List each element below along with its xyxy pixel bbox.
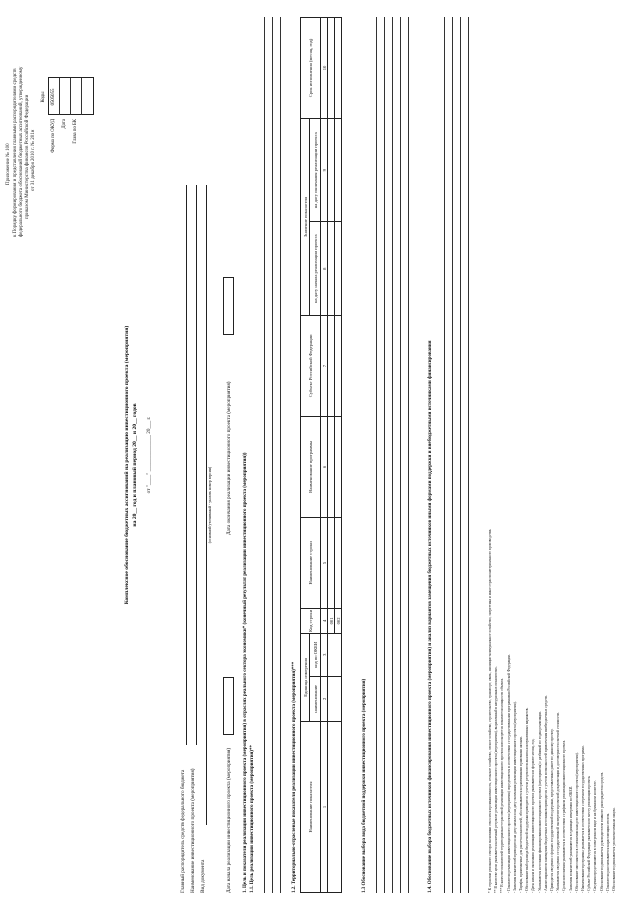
section11-line (272, 17, 273, 893)
okud-value: 0505055 (51, 88, 56, 106)
section11-title: 1.1. Цель реализации инвестиционного проекта (мероприятия)** (250, 745, 255, 893)
codes-divider (59, 78, 60, 115)
table-cell (335, 416, 342, 517)
table-cell (335, 315, 342, 416)
form-date: от "____" ______________ 20___ г. (146, 416, 152, 494)
footnote-line: - Указываются сведения о государственной экспертизе проектной документации и достоверности сметной стоимости. (556, 712, 561, 893)
field-gr-line (186, 185, 187, 745)
footnote-line: - Указываются источники финансирования инвестиционного проекта (мероприятия) с разбивкой по годам реализации. (537, 710, 542, 893)
codes-divider (70, 78, 71, 115)
col-rowname-header: Наименование строки (301, 517, 321, 608)
field-unit-label: Вид документа (200, 859, 206, 893)
col-indicator-header: Наименование показателя (301, 722, 321, 893)
col-number: 6 (321, 416, 328, 517)
table-cell (328, 119, 335, 222)
col-number: 2 (321, 676, 328, 721)
footnote-line: - Наименование программы указывается в соответствии с перечнем государственных программ. (581, 745, 585, 893)
okud-label: Форма по ОКУД (51, 119, 56, 153)
table-cell (328, 722, 342, 893)
date-label: Дата (62, 119, 67, 129)
footnote-line: - Обоснование подписывается руководителем главного распорядителя средств. (599, 771, 604, 893)
section13-title: 1.3 Обоснование выбора вида бюджетной поддержки инвестиционного проекта (мероприятия) (362, 678, 367, 893)
table-cell (328, 633, 342, 676)
section14-line (468, 17, 469, 893)
footnote-line: - Обоснование подписывается уполномоченным лицом. (612, 807, 616, 893)
field-unit-caption: (основной/уточненный - указать номер версии) (208, 466, 212, 544)
col-number: 5 (321, 517, 328, 608)
codes-divider (81, 78, 82, 115)
col-subject-header: Субъект Российской Федерации (301, 315, 321, 416)
col-value-end-header: на дату окончания реализации проекта (310, 119, 321, 222)
glava-label: Глава по БК (73, 119, 78, 144)
section11-line (264, 17, 265, 893)
field-project-label: Наименование инвестиционного проекта (мероприятия) (190, 768, 196, 893)
col-rowcode-header: Код строки (301, 608, 321, 633)
footnote-line: - Приводятся сведения о формах государственной поддержки, предоставленных ранее по данному проекту. (550, 728, 554, 893)
col-program-header: Наименование программы (301, 416, 321, 517)
col-number: 1 (321, 722, 328, 893)
footnote-line: - Показатели рассчитываются нарастающим итогом. (605, 812, 610, 893)
footnote-line: - Сведения представляются в электронном виде и на бумажном носителе. (593, 780, 598, 893)
table-cell (328, 416, 335, 517)
col-unit-name-header: наименование (310, 676, 321, 721)
form-title: Комплексное обоснование бюджетных ассигнований на реализацию инвестиционного проекта (мероприятия) (124, 325, 130, 605)
section13-line (408, 17, 409, 893)
codes-header: Коды (41, 91, 46, 103)
section14-line (460, 17, 461, 893)
section14-title: 1.4. Обоснование выбора бюджетных источников финансирования инвестиционного проекта (мероприятия) и анализ вариантов замещения бюджетных источников иными формами поддержки и внебюджетными источниками финансирования (428, 340, 433, 893)
appendix-number: Приложение № 100 (6, 143, 11, 185)
footnote-line: * К отраслям реального сектора экономики относятся промышленность, сельское хозяйство, лесное хозяйство, строительство, транспорт, связь, жилищно-коммунальное хозяйство, энергетика и иные отрасли материального производства. (488, 528, 492, 893)
table-cell (328, 315, 335, 416)
table-cell (335, 119, 342, 222)
footnote-line: - Показатели реализации инвестиционного проекта (мероприятия) определяются в соответствии с государственными программами Российской Федерации. (506, 654, 511, 893)
footnote-line: - Тарифы, применяемые для расчета показателей, обосновываются нормативными правовыми актами. (519, 736, 523, 893)
col-number: 4 (321, 608, 328, 633)
table-row (328, 18, 335, 893)
col-unit-okei-header: код по ОКЕИ (310, 633, 321, 676)
end-date-box[interactable] (223, 277, 234, 335)
field-project-line (196, 185, 197, 745)
col-value-start-header: на дату начала реализации проекта (310, 222, 321, 315)
section14-line (452, 17, 453, 893)
section12-title: 1.2. Территориально-отраслевые показатели реализации инвестиционного проекта (мероприятия)*** (292, 661, 297, 893)
section13-line (400, 17, 401, 893)
form-subtitle: на 20__ год и плановый период 20__ и 20__ годов (132, 403, 138, 527)
footnote-line: - Обоснование выбора вида бюджетной поддержки приводится с учетом результатов анализа альтернативных вариантов. (525, 707, 530, 893)
footnote-line: - Даты начала и окончания реализации инвестиционного проекта указываются в формате месяц, год. (531, 738, 536, 893)
table-cell (328, 18, 335, 119)
col-deadline-header: Срок исполнения (месяц, год) (301, 18, 321, 119)
table-cell (335, 222, 342, 315)
col-number: 3 (321, 633, 328, 676)
footnote-line: *** В качестве показателей территориально-отраслевой реализации инвестиционного проекта используются показатели мощности объекта. (500, 678, 505, 893)
field-start-date-label: Дата начала реализации инвестиционного проекта (мероприятия) (226, 747, 232, 893)
col-number: 9 (321, 119, 328, 222)
appendix-line: федерального бюджета обоснований бюджетных ассигнований, утвержденному (19, 66, 24, 237)
table-cell (328, 676, 342, 721)
table-cell (335, 517, 342, 608)
footnote-line: - Значения показателей приводятся на дату начала и на дату окончания реализации инвестиционного проекта (мероприятия). (512, 701, 517, 893)
start-date-box[interactable] (223, 677, 234, 735)
appendix-line: к Порядку формирования и представления главными распорядителями средств (13, 68, 18, 237)
table-cell (328, 517, 335, 608)
footnote-line: - Значения показателей указываются в единицах измерения по ОКЕИ. (568, 785, 573, 893)
table-cell (328, 222, 335, 315)
section1-title: 1. Цель и показатели реализации инвестиционного проекта (мероприятия) в отраслях реального сектора экономики* (конечный результат реализации инвестиционного проекта (мероприятия)) (243, 452, 248, 893)
section13-line (376, 17, 377, 893)
indicators-table (300, 17, 342, 893)
col-number: 10 (321, 18, 328, 119)
footnote-line: - Анализ вариантов замещения бюджетных источников приводится с учетом возможностей привлечения внебюджетных средств. (543, 695, 548, 893)
footnote-line: - Сроки исполнения указываются в соответствии с графиком реализации инвестиционного проекта. (562, 739, 567, 893)
footnote-line: - Обоснование заполняется в отношении каждого инвестиционного проекта (мероприятия). (574, 752, 579, 893)
table-cell (335, 18, 342, 119)
footnote-line: - Субъект Российской Федерации указывается по месту реализации проекта. (587, 775, 592, 893)
appendix-line: от 31 декабря 2010 г. № 201н (31, 129, 36, 191)
section13-line (392, 17, 393, 893)
appendix-line: приказом Министерства финансов Российской Федерации (25, 94, 30, 219)
field-gr-label: Главный распорядитель средств федерального бюджета (180, 769, 186, 893)
section14-line (444, 17, 445, 893)
col-unit-header: Единица измерения (301, 633, 310, 721)
footnote-line: ** В качестве цели указывается конечный результат реализации инвестиционного проекта (мероприятия), выраженный в натуральных показателях. (494, 666, 499, 893)
col-number: 7 (321, 315, 328, 416)
row-code: 002 (335, 608, 342, 633)
section11-line (280, 17, 281, 893)
col-values-header: Значение показателя (301, 119, 310, 316)
col-number: 8 (321, 222, 328, 315)
field-end-date-label: Дата окончания реализации инвестиционного проекта (мероприятия) (226, 381, 232, 535)
row-code: 001 (328, 608, 335, 633)
section13-line (384, 17, 385, 893)
